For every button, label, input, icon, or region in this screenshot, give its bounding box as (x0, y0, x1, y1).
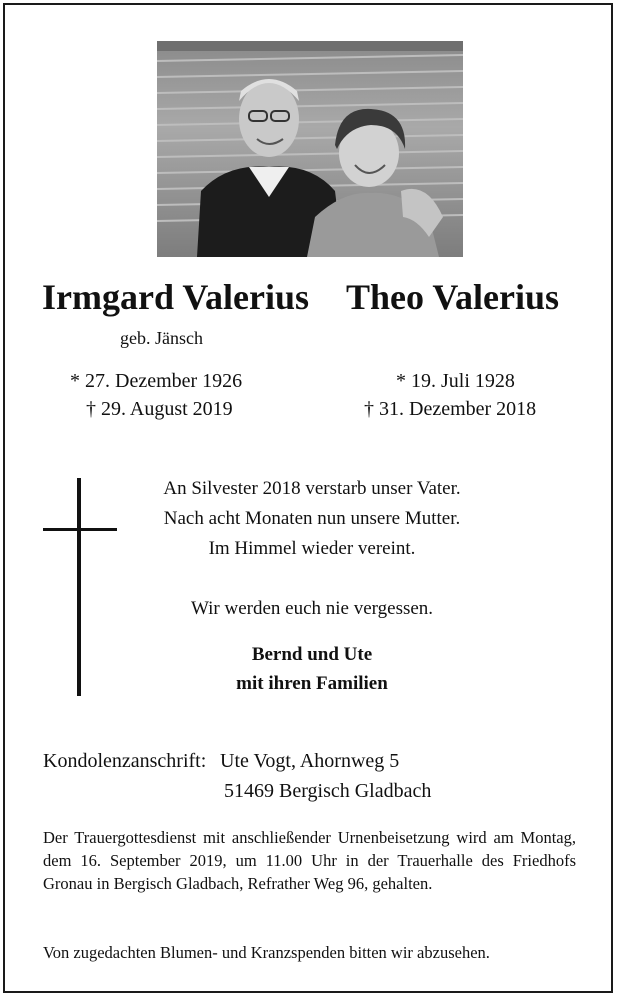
photo-illustration (157, 41, 463, 257)
address-label: Kondolenzanschrift: (43, 750, 207, 772)
flowers-notice: Von zugedachten Blumen- und Kranzspenden bitten wir abzusehen. (43, 943, 490, 962)
theo-birth-date: * 19. Juli 1928 (396, 370, 515, 392)
signature-names: Bernd und Ute (251, 644, 373, 665)
cross-beam (43, 528, 117, 531)
theo-death-date: † 31. Dezember 2018 (364, 398, 537, 420)
names-row (0, 276, 620, 322)
verse-line: An Silvester 2018 verstarb unser Vater. (163, 478, 461, 499)
irmgard-birth-date: * 27. Dezember 1926 (70, 370, 243, 392)
address-street: Ute Vogt, Ahornweg 5 (220, 750, 400, 772)
couple-photo (157, 41, 463, 257)
cross-icon (77, 478, 81, 696)
verse-line: Im Himmel wieder vereint. (208, 538, 416, 559)
verse-line: Nach acht Monaten nun unsere Mutter. (163, 508, 461, 529)
signature-families: mit ihren Familien (236, 673, 388, 694)
service-announcement: Der Trauergottesdienst mit anschließender Urnenbeisetzung wird am Montag, dem 16. September 2019, um 11.00 Uhr in der Trauerhalle des Friedhofs Gronau in Bergisch Gladbach, Refrather Weg 96, gehalten. (43, 828, 576, 893)
verse-line: Wir werden euch nie vergessen. (190, 598, 434, 619)
irmgard-death-date: † 29. August 2019 (86, 398, 233, 420)
maiden-name: geb. Jänsch (120, 328, 203, 348)
name-theo: Theo Valerius (346, 277, 560, 317)
address-city: 51469 Bergisch Gladbach (224, 780, 432, 802)
name-irmgard: Irmgard Valerius (42, 277, 310, 317)
